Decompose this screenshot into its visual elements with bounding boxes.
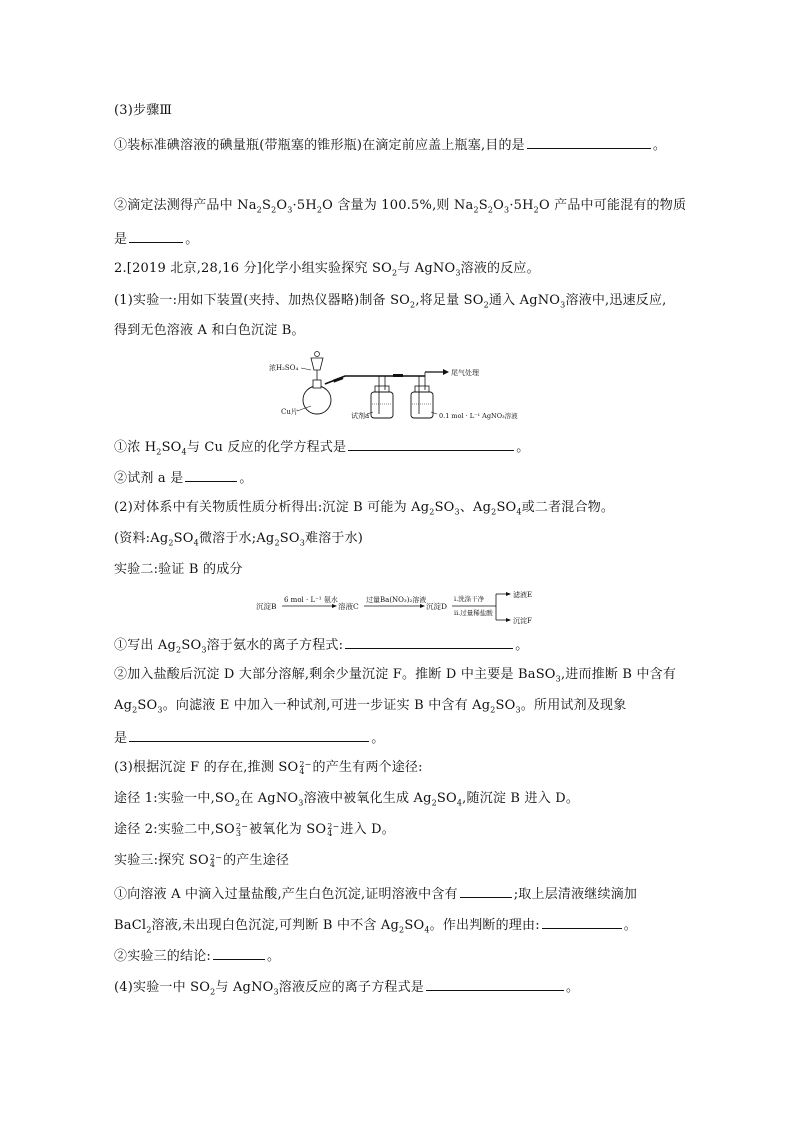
text: ,将足量 SO <box>415 293 484 308</box>
text: Ag <box>114 698 133 713</box>
subscript: 3 <box>235 828 242 838</box>
subscript: 4 <box>299 766 305 776</box>
text: SO <box>496 500 517 515</box>
label-cu: Cu片 <box>281 408 298 416</box>
label-acid: 浓H₂SO₄ <box>269 364 299 372</box>
text: ·5H <box>292 198 317 213</box>
superscript: 2− <box>327 821 340 831</box>
subscript: 3 <box>560 300 566 310</box>
dropping-funnel <box>311 358 323 370</box>
subscript: 4 <box>424 925 430 935</box>
wash-bottle <box>371 392 393 418</box>
ion-charge <box>299 761 311 775</box>
experiment-1-text <box>114 292 667 310</box>
question-1-2 <box>114 468 253 488</box>
ion-charge <box>210 854 222 868</box>
answer-blank[interactable] <box>527 135 651 149</box>
text: 溶液反应的离子方程式是 <box>278 980 424 995</box>
label-exhaust: 尾气处理 <box>451 369 479 377</box>
subscript: 2 <box>146 925 152 935</box>
subscript: 2 <box>491 507 497 517</box>
subscript: 4 <box>516 507 522 517</box>
subscript: 3 <box>298 798 304 808</box>
subscript: 3 <box>504 205 510 215</box>
flow-diagram <box>256 588 546 626</box>
subscript: 2 <box>168 538 174 548</box>
subscript: 2 <box>176 645 182 655</box>
subscript: 3 <box>515 705 521 715</box>
answer-blank[interactable] <box>426 977 564 991</box>
subscript: 3 <box>201 645 207 655</box>
experiment-3-heading <box>114 852 289 870</box>
answer-blank[interactable] <box>345 635 513 649</box>
text: S <box>478 198 488 213</box>
superscript: 2− <box>299 759 312 769</box>
answer-blank[interactable] <box>542 915 622 929</box>
flow-out1: 滤液E <box>513 591 533 599</box>
question-2-2-cont <box>114 697 626 715</box>
text: 与 AgNO <box>215 980 274 995</box>
text: 。作出判断的理由: <box>429 918 540 933</box>
punct: 。 <box>515 638 529 653</box>
subscript: 2 <box>399 925 405 935</box>
text: BaCl <box>114 918 147 933</box>
punct: 。 <box>652 138 667 153</box>
punct: 。 <box>371 731 385 746</box>
pathway-2 <box>114 821 395 839</box>
subscript: 3 <box>455 268 461 278</box>
question-3-exp-1-cont <box>114 915 637 935</box>
text: 是 <box>114 731 128 746</box>
pathway-1 <box>114 790 579 808</box>
text: O 产品中可能混有的物质 <box>538 198 687 213</box>
flow-out2: 沉淀F <box>513 617 532 625</box>
subscript: 2 <box>410 300 416 310</box>
punct: 。 <box>516 440 530 455</box>
answer-blank[interactable] <box>129 229 183 243</box>
text: ①向溶液 A 中滴入过量盐酸,产生白色沉淀,证明溶液中含有 <box>114 887 458 902</box>
text: 的产生有两个途径: <box>312 760 423 775</box>
reference-note <box>114 530 363 548</box>
round-bottom-flask <box>303 386 331 414</box>
subscript: 3 <box>555 674 561 684</box>
text: 溶液,未出现白色沉淀,可判断 B 中不含 Ag <box>151 918 400 933</box>
subscript: 4 <box>327 828 333 838</box>
step3-heading: (3)步骤Ⅲ <box>114 103 173 118</box>
experiment-2-heading: 实验二:验证 B 的成分 <box>114 562 243 577</box>
text: 与 AgNO <box>397 261 456 276</box>
text: 与 Cu 反应的化学方程式是 <box>186 440 347 455</box>
text: 、Ag <box>459 500 492 515</box>
answer-blank[interactable] <box>213 946 265 960</box>
text: 难溶于水) <box>305 531 364 546</box>
subscript: 4 <box>456 798 463 808</box>
text: SO <box>436 791 457 806</box>
flow-arrow3-step1: i.洗涤干净 <box>454 595 485 603</box>
question-1-1 <box>114 437 529 457</box>
text: SO <box>181 638 202 653</box>
subscript: 2 <box>234 798 241 808</box>
subscript: 3 <box>299 538 305 548</box>
ion-charge <box>327 823 339 837</box>
subscript: 2 <box>210 987 216 997</box>
text: SO <box>404 918 425 933</box>
subscript: 2 <box>483 300 489 310</box>
text: 途径 2:实验二中,SO <box>114 822 235 837</box>
label-reagent-a: 试剂a <box>351 412 370 420</box>
text: 在 AgNO <box>240 791 299 806</box>
subscript: 2 <box>487 205 494 215</box>
question-2-1 <box>114 635 528 655</box>
text: 进入 D。 <box>340 822 395 837</box>
superscript: 2− <box>235 821 249 831</box>
experiment-1-text-cont: 得到无色溶液 A 和白色沉淀 B。 <box>114 323 305 338</box>
text: O 含量为 100.5%,则 Na <box>322 198 474 213</box>
subscript: 2 <box>271 205 277 215</box>
question-text: ①装标准碘溶液的碘量瓶(带瓶塞的锥形瓶)在滴定前应盖上瓶塞,目的是 <box>114 138 525 153</box>
reaction-bottle <box>411 392 433 418</box>
subscript: 2 <box>156 447 162 457</box>
subscript: 4 <box>181 447 187 457</box>
text: ;取上层清液继续滴加 <box>513 887 638 902</box>
text: O <box>493 198 505 213</box>
flow-mid1: 溶液C <box>338 602 359 611</box>
punct: 。 <box>239 471 253 486</box>
part-4-text <box>114 977 579 997</box>
punct: 。 <box>566 980 580 995</box>
question-3-exp-1 <box>114 884 637 904</box>
text: 或二者混合物。 <box>521 500 615 515</box>
answer-blank[interactable] <box>460 884 512 898</box>
subscript: 2 <box>132 705 138 715</box>
subscript: 2 <box>431 798 437 808</box>
text: S <box>261 198 272 213</box>
subscript: 3 <box>157 705 163 715</box>
subscript: 3 <box>454 507 460 517</box>
text: 微溶于水;Ag <box>198 531 275 546</box>
text: O <box>276 198 288 213</box>
text: 被氧化为 SO <box>249 822 327 837</box>
text: SO <box>434 500 455 515</box>
subscript: 2 <box>256 205 262 215</box>
text: SO <box>161 440 182 455</box>
subscript: 2 <box>533 205 539 215</box>
text: 。所用试剂及现象 <box>520 698 627 713</box>
text: 的产生途径 <box>223 853 290 868</box>
question-3-2 <box>114 197 686 215</box>
punct: 。 <box>266 949 281 964</box>
text: 溶于氨水的离子方程式: <box>206 638 344 653</box>
apparatus-diagram <box>265 348 535 428</box>
subscript: 4 <box>193 538 199 548</box>
text: ②试剂 a 是 <box>114 471 184 486</box>
subscript: 3 <box>287 205 293 215</box>
text: ②滴定法测得产品中 Na <box>114 198 257 213</box>
flow-arrow2-label: 过量Ba(NO₃)₂溶液 <box>366 596 427 604</box>
text: (3)根据沉淀 F 的存在,推测 SO <box>114 760 299 775</box>
punct: 。 <box>185 232 199 247</box>
text: ,进而推断 B 中含有 <box>560 667 677 682</box>
flow-arrow1-label: 6 mol · L⁻¹ 氨水 <box>284 596 338 604</box>
subscript: 4 <box>209 859 216 869</box>
text: SO <box>173 531 194 546</box>
ion-charge <box>236 823 248 837</box>
punct: 。 <box>623 918 637 933</box>
text: 溶液的反应。 <box>460 261 540 276</box>
text: ②加入盐酸后沉淀 D 大部分溶解,剩余少量沉淀 F。推断 D 中主要是 BaSO <box>114 667 556 682</box>
question-3-1 <box>114 135 666 155</box>
flow-arrow3-step2: ii.过量稀盐酸 <box>454 609 493 617</box>
subscript: 3 <box>273 987 279 997</box>
text: (1)实验一:用如下装置(夹持、加热仪器略)制备 SO <box>114 293 411 308</box>
text: 溶液中被氧化生成 Ag <box>303 791 432 806</box>
text: 途径 1:实验一中,SO <box>114 791 235 806</box>
text: ①浓 H <box>114 440 157 455</box>
text: 2.[2019 北京,28,16 分]化学小组实验探究 SO <box>114 261 392 276</box>
answer-blank[interactable] <box>129 728 369 742</box>
flow-mid2: 沉淀D <box>426 602 448 611</box>
text: ·5H <box>509 198 534 213</box>
text: 实验三:探究 SO <box>114 853 209 868</box>
text: (4)实验一中 SO <box>114 980 211 995</box>
answer-blank[interactable] <box>185 468 237 482</box>
text: 是 <box>114 232 128 247</box>
question-2-2 <box>114 666 676 684</box>
text: 溶液中,迅速反应, <box>565 293 667 308</box>
question-3-exp-2 <box>114 946 280 966</box>
text: (2)对体系中有关物质性质分析得出:沉淀 B 可能为 Ag <box>114 500 430 515</box>
text: 通入 AgNO <box>488 293 561 308</box>
flow-start: 沉淀B <box>256 602 277 611</box>
text: SO <box>279 531 300 546</box>
subscript: 2 <box>316 205 323 215</box>
part-3-text <box>114 759 423 777</box>
text: SO <box>137 698 158 713</box>
question-3-2-cont <box>114 229 198 249</box>
subscript: 2 <box>490 705 496 715</box>
text: 。向滤液 E 中加入一种试剂,可进一步证实 B 中含有 Ag <box>162 698 491 713</box>
text: (资料:Ag <box>114 531 169 546</box>
question-2-2-answer <box>114 728 384 748</box>
part-2-text <box>114 499 614 517</box>
text: ①写出 Ag <box>114 638 177 653</box>
text: SO <box>495 698 516 713</box>
subscript: 2 <box>274 538 280 548</box>
text: ②实验三的结论: <box>114 949 211 964</box>
subscript: 2 <box>429 507 435 517</box>
problem-2-heading <box>114 260 540 278</box>
answer-blank[interactable] <box>348 437 514 451</box>
subscript: 2 <box>473 205 479 215</box>
label-agno3-solution: 0.1 mol · L⁻¹ AgNO₃溶液 <box>439 412 518 420</box>
superscript: 2− <box>209 852 223 862</box>
subscript: 2 <box>391 268 398 278</box>
text: ,随沉淀 B 进入 D。 <box>462 791 580 806</box>
